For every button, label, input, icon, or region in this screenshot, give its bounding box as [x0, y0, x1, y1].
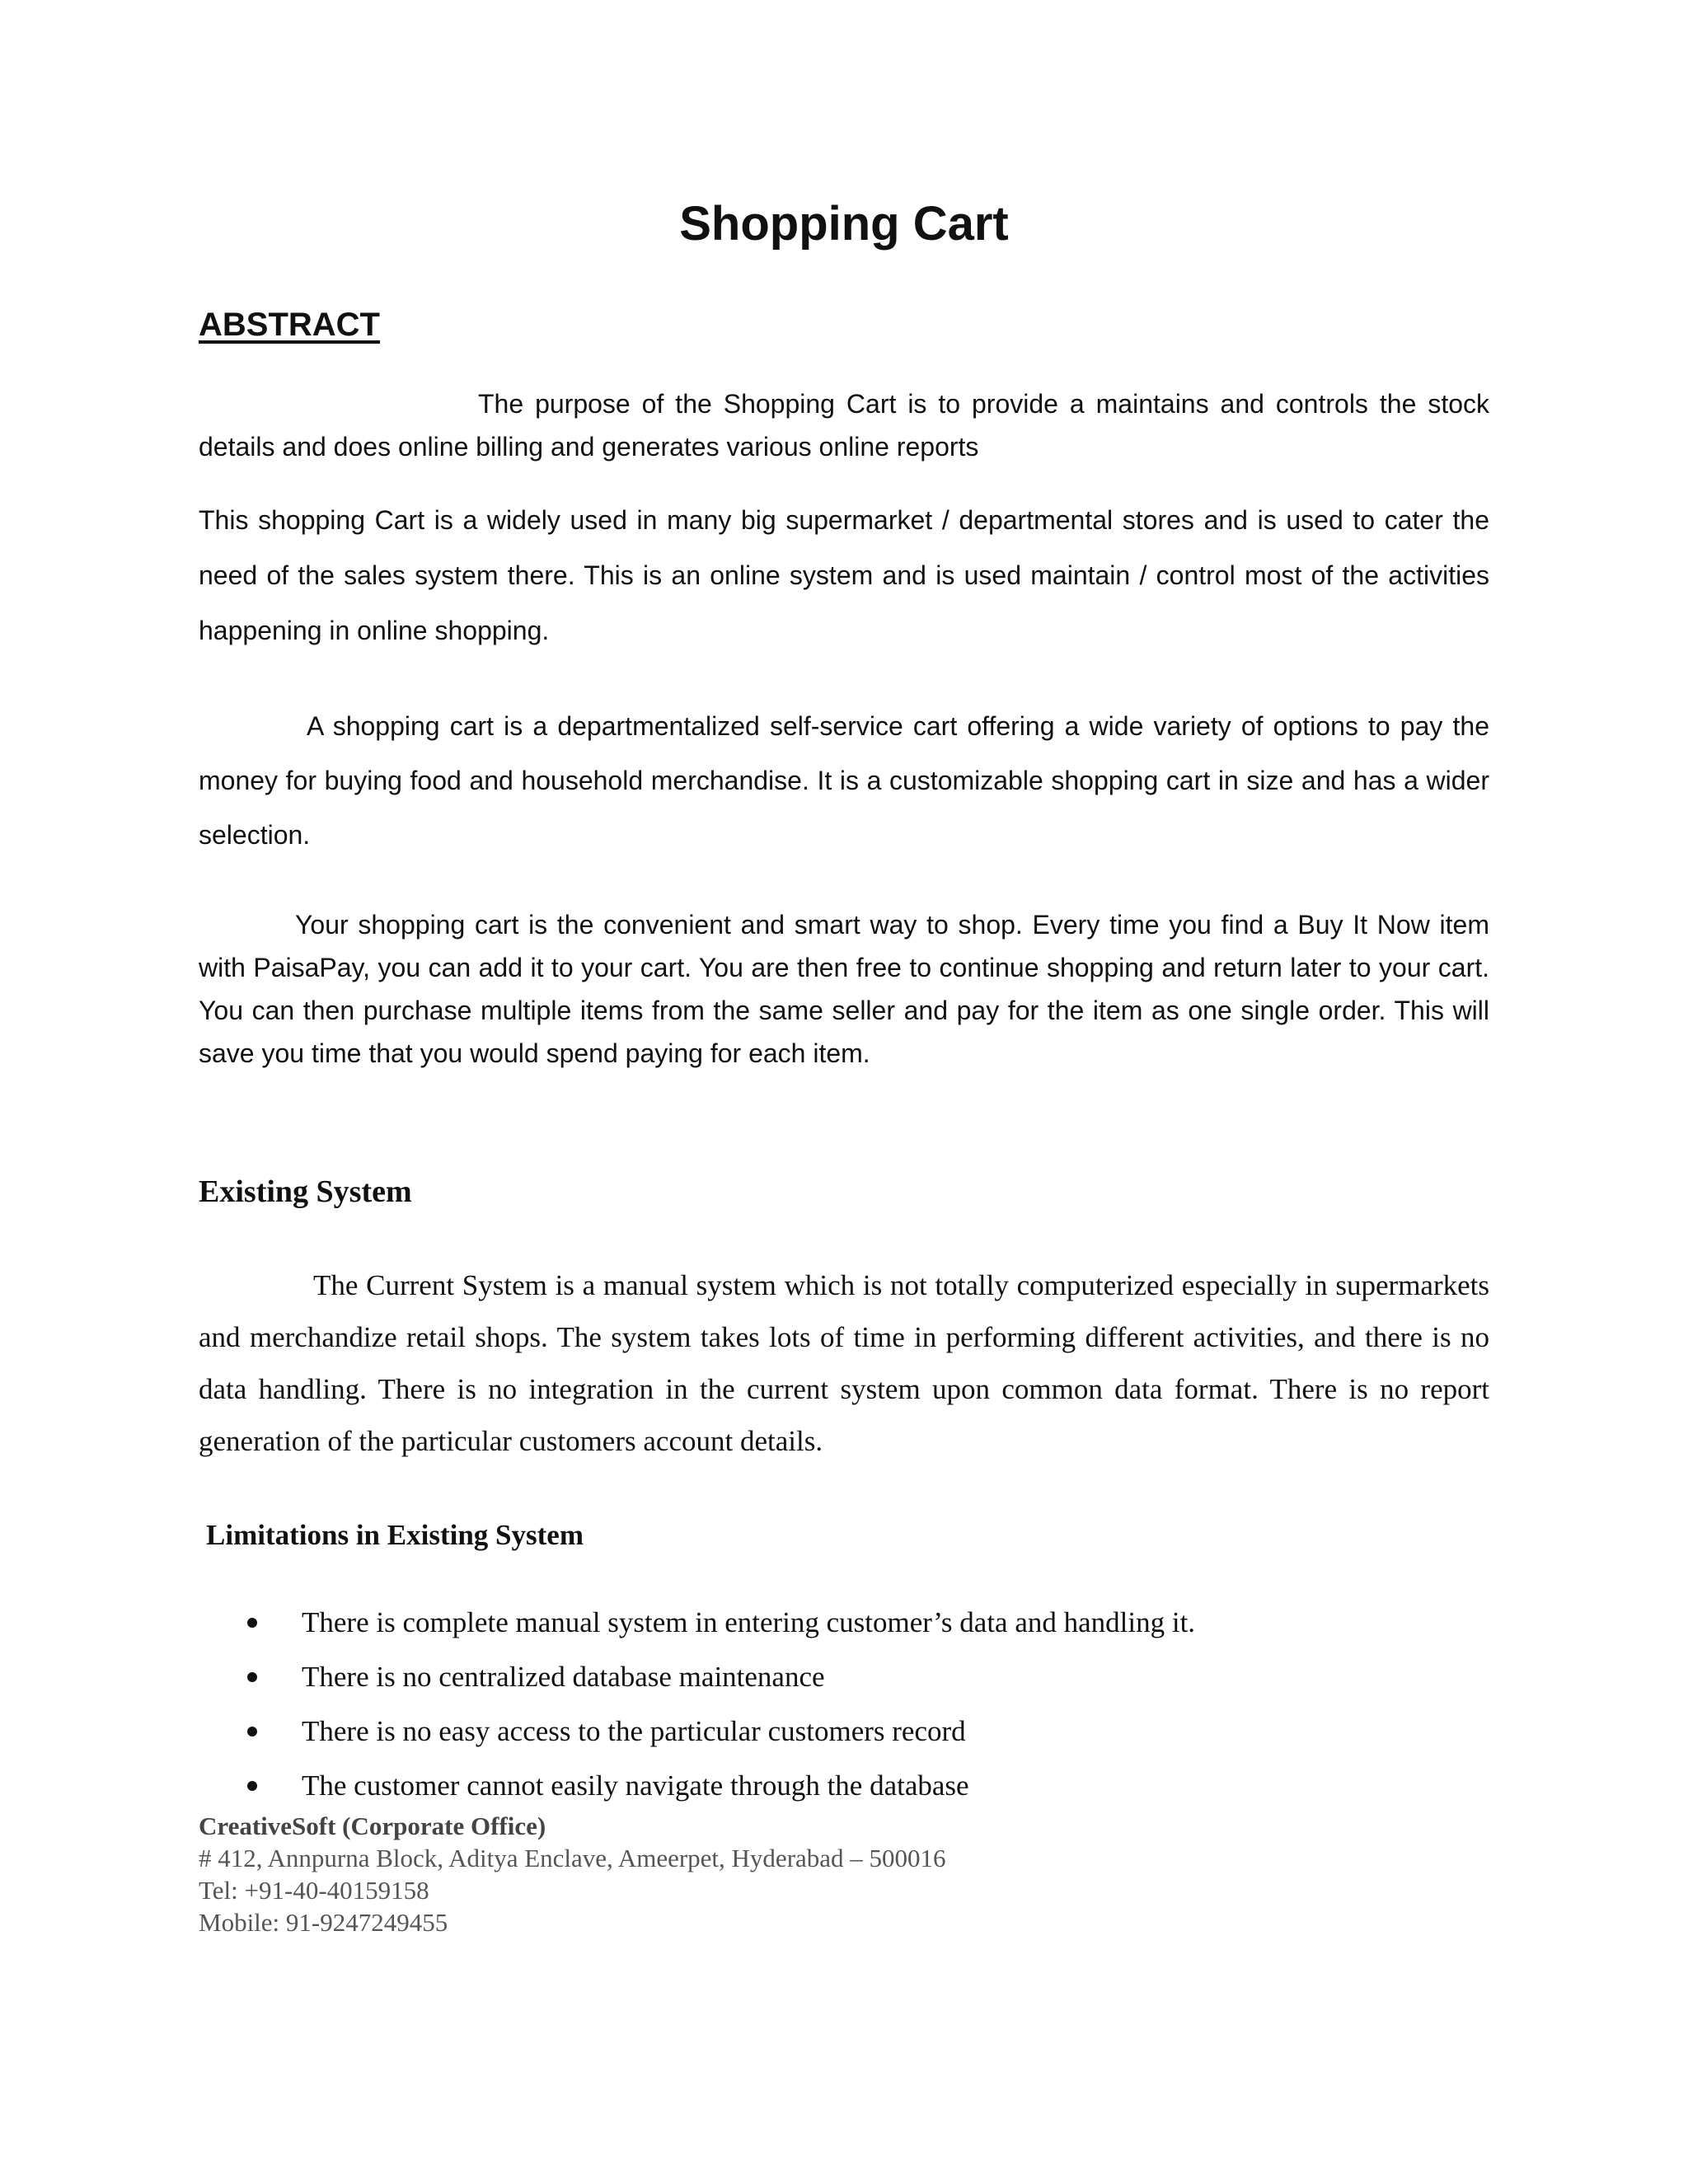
list-item [247, 1596, 1195, 1650]
page-title: Shopping Cart [679, 197, 1009, 251]
limitations-list [247, 1596, 1195, 1813]
abstract-paragraph-2: This shopping Cart is a widely used in many big supermarket / departmental stores and is used to cater the need of the sales system there. This is an online system and is used maintain / control most of the activities happening in online shopping. [199, 505, 1489, 645]
footer-company: CreativeSoft (Corporate Office) [199, 1811, 546, 1840]
abstract-paragraph-3: A shopping cart is a departmentalized self-service cart offering a wide variety of options to pay the money for buying food and household merchandise. It is a customizable shopping cart in size and has a wider selection. [199, 711, 1489, 850]
bullet-icon [247, 1672, 257, 1682]
existing-system-heading: Existing System [199, 1174, 412, 1209]
abstract-paragraph-4: Your shopping cart is the convenient and smart way to shop. Every time you find a Buy It Now item with PaisaPay, you can add it to your cart. You are then free to continue shopping and return later to your cart. You can then purchase multiple items from the same seller and pay for the item as one single order. This will save you time that you would spend paying for each item. [199, 910, 1489, 1068]
list-item-text: There is no centralized database maintenance [302, 1661, 825, 1693]
bullet-icon [247, 1781, 257, 1791]
bullet-icon [247, 1727, 257, 1736]
footer-contact [199, 1810, 946, 1938]
list-item [247, 1650, 1195, 1704]
abstract-heading: ABSTRACT [199, 307, 380, 343]
existing-system-paragraph: The Current System is a manual system which is not totally computerized especially in supermarkets and merchandize retail shops. The system takes lots of time in performing different activities, and there is no data handling. There is no integration in the current system upon common data format. There is no report generation of the particular customers account details. [199, 1269, 1489, 1457]
abstract-paragraph-1: The purpose of the Shopping Cart is to provide a maintains and controls the stock details and does online billing and generates various online reports [199, 389, 1489, 462]
list-item-text: There is no easy access to the particular customers record [302, 1715, 966, 1747]
list-item-text: There is complete manual system in entering customer’s data and handling it. [302, 1606, 1196, 1638]
list-item [247, 1759, 1195, 1813]
footer-address: # 412, Annpurna Block, Aditya Enclave, Ameerpet, Hyderabad – 500016 [199, 1844, 946, 1872]
list-item-text: The customer cannot easily navigate through the database [302, 1769, 969, 1802]
footer-tel: Tel: +91-40-40159158 [199, 1876, 429, 1905]
bullet-icon [247, 1618, 257, 1628]
footer-mobile: Mobile: 91-9247249455 [199, 1908, 448, 1937]
list-item [247, 1704, 1195, 1759]
limitations-heading: Limitations in Existing System [206, 1519, 584, 1551]
